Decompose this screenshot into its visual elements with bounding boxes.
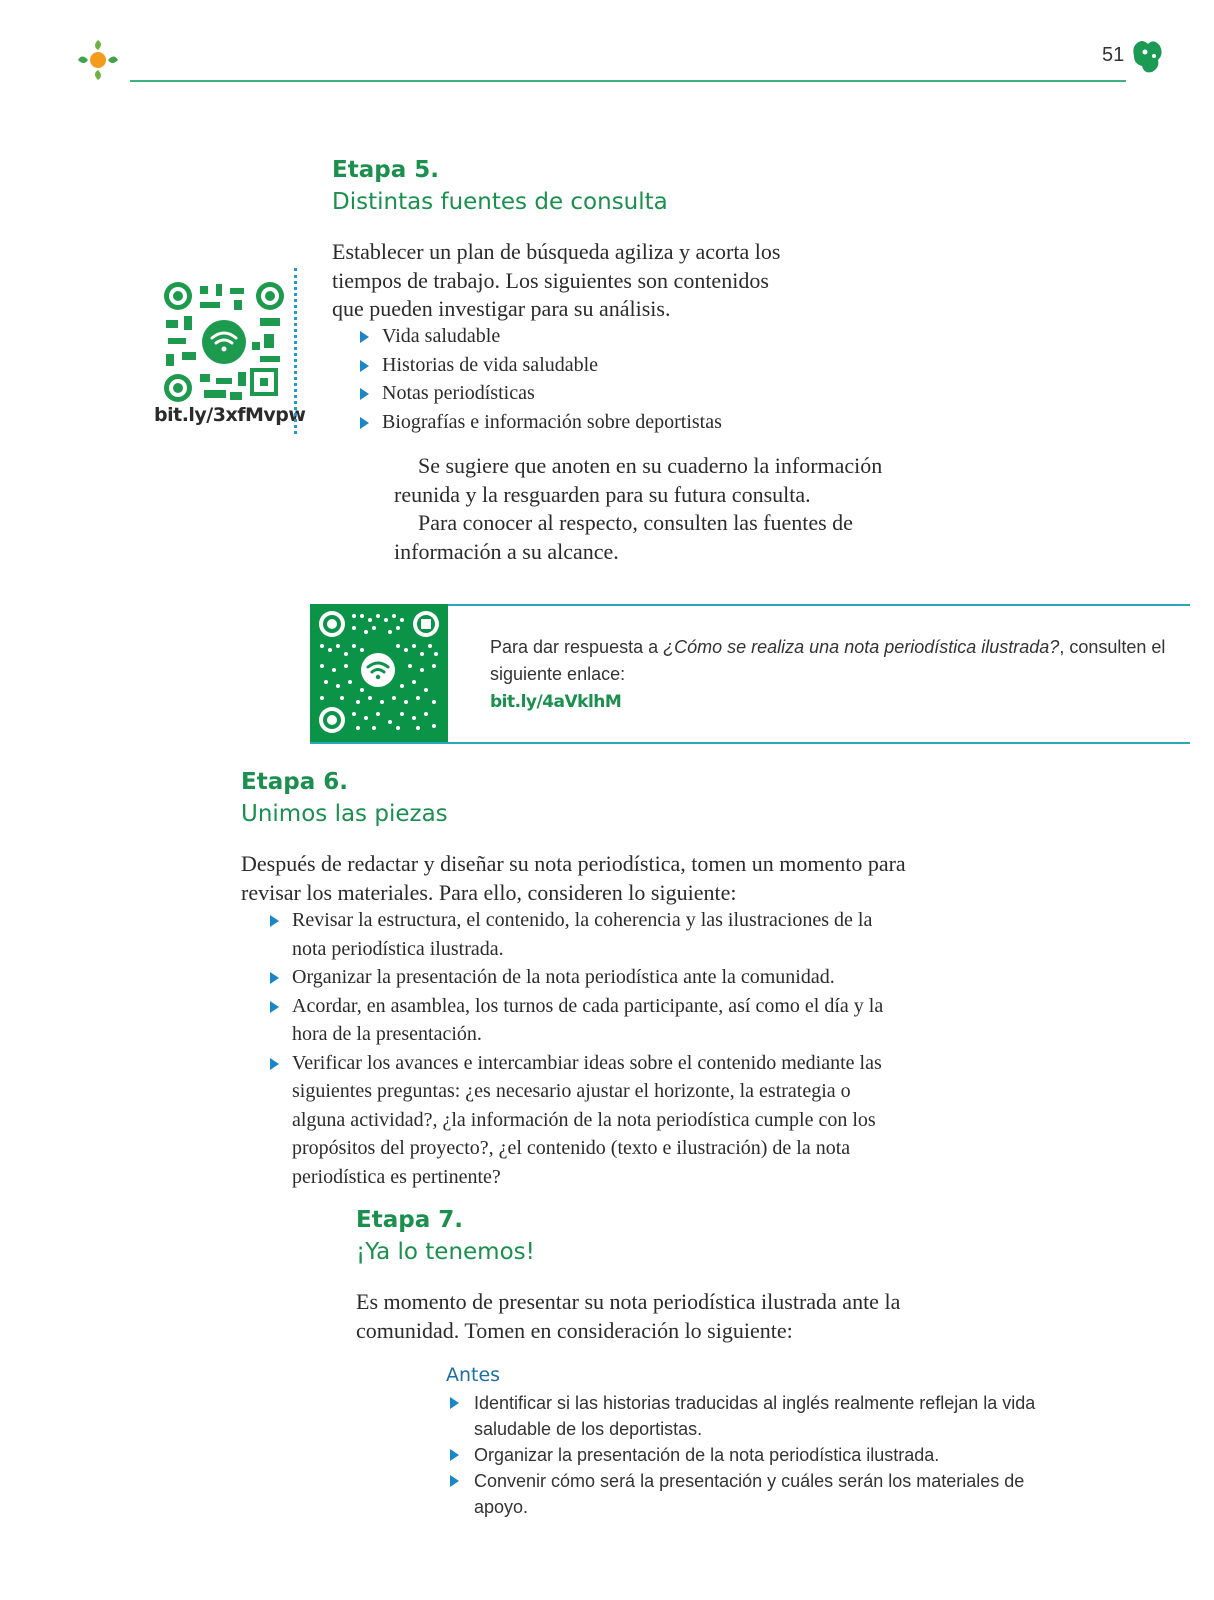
list-item: Notas periodísticas [356,379,826,408]
triangle-bullet-icon [270,1058,279,1070]
triangle-bullet-icon [270,915,279,927]
etapa7-intro-text: Es momento de presentar su nota periodística ilustrada ante la comunidad. Tomen en consideración lo siguiente: [356,1289,901,1343]
book-logo-icon [72,34,124,86]
info-question: ¿Cómo se realiza una nota periodística ilustrada? [663,637,1060,657]
triangle-bullet-icon [360,417,369,429]
etapa7-subtitle: ¡Ya lo tenemos! [356,1239,535,1265]
etapa5-intro [332,238,802,324]
list-item: Organizar la presentación de la nota periodística ilustrada. [446,1442,1046,1468]
qr-code-image[interactable] [318,610,440,734]
triangle-bullet-icon [360,331,369,343]
triangle-bullet-icon [450,1449,459,1461]
etapa5-intro-text: Establecer un plan de búsqueda agiliza y acorta los tiempos de trabajo. Los siguientes son contenidos que pueden investigar para su análisis. [332,239,781,321]
etapa7-intro [356,1288,916,1345]
etapa6-list [266,906,906,1191]
info-text-after: , consulten el siguiente enlace: [490,637,1166,684]
info-text [490,634,1170,716]
etapa6-title: Etapa 6. [241,769,348,795]
list-item: Revisar la estructura, el contenido, la coherencia y las ilustraciones de la nota periodística ilustrada. [266,906,906,963]
etapa5-notes [394,452,914,566]
etapa5-title: Etapa 5. [332,157,439,183]
list-item: Identificar si las historias traducidas al inglés realmente reflejan la vida saludable de los deportistas. [446,1390,1046,1442]
glyph-decoration-icon [1132,38,1166,74]
etapa5-list [356,322,826,436]
list-item: Vida saludable [356,322,826,351]
info-link[interactable]: bit.ly/4aVklhM [490,692,622,712]
triangle-bullet-icon [450,1475,459,1487]
qr-code-image[interactable] [164,282,284,402]
etapa6-subtitle: Unimos las piezas [241,801,448,827]
list-item: Biografías e información sobre deportistas [356,408,826,437]
etapa7-title: Etapa 7. [356,1207,463,1233]
dotted-separator [294,268,297,434]
list-item: Historias de vida saludable [356,351,826,380]
info-text-before: Para dar respuesta a [490,637,664,657]
etapa5-note1: Se sugiere que anoten en su cuaderno la información reunida y la resguarden para su futura consulta. [394,453,883,507]
etapa5-subtitle: Distintas fuentes de consulta [332,189,668,215]
header-rule [130,80,1126,82]
list-item: Verificar los avances e intercambiar ideas sobre el contenido mediante las siguientes preguntas: ¿es necesario ajustar el horizonte, la estrategia o alguna actividad?, ¿la información de la nota periodística cumple con los propósitos del proyecto?, ¿el contenido (texto e ilustración) de la nota periodística es pertinente? [266,1049,906,1192]
triangle-bullet-icon [270,972,279,984]
triangle-bullet-icon [360,388,369,400]
etapa6-intro-text: Después de redactar y diseñar su nota periodística, tomen un momento para revisar los materiales. Para ello, consideren lo siguiente: [241,851,906,905]
page-number: 51 [1102,44,1125,66]
etapa6-intro [241,850,909,907]
antes-list [446,1390,1046,1520]
list-item: Organizar la presentación de la nota periodística ante la comunidad. [266,963,906,992]
triangle-bullet-icon [270,1001,279,1013]
etapa5-note2: Para conocer al respecto, consulten las fuentes de información a su alcance. [394,510,853,564]
list-item: Convenir cómo será la presentación y cuáles serán los materiales de apoyo. [446,1468,1046,1520]
list-item: Acordar, en asamblea, los turnos de cada participante, así como el día y la hora de la presentación. [266,992,906,1049]
triangle-bullet-icon [450,1397,459,1409]
qr-link-text[interactable]: bit.ly/3xfMvpw [154,404,306,426]
antes-heading: Antes [446,1364,501,1386]
triangle-bullet-icon [360,360,369,372]
